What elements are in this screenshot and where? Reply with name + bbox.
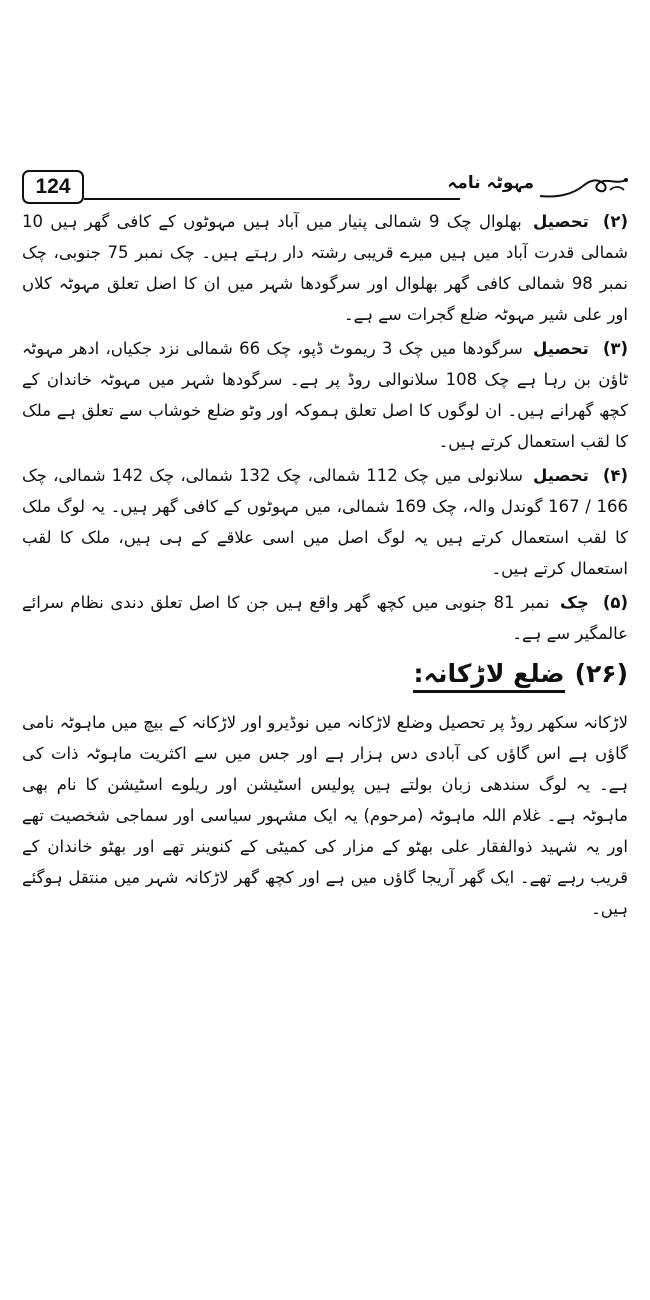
list-item — [22, 333, 628, 457]
section-number: (۲۶) — [574, 659, 628, 688]
section-heading — [22, 655, 628, 693]
item-number: (۵) — [602, 593, 629, 612]
item-heading: تحصیل — [533, 339, 589, 358]
item-number: (۴) — [602, 466, 629, 485]
item-text: سرگودھا میں چک 3 ریموٹ ڈپو، چک 66 شمالی نزد جکیاں، ادھر مہوٹہ ٹاؤن بن رہا ہے چک 108 سلانوالی روڈ پر ہے۔ سرگودھا شہر میں مہوٹہ خاندان کے کچھ گھرانے ہیں۔ ان لوگوں کا اصل تعلق ہموکہ اور وٹو ضلع خوشاب سے تعلق ہے ملک کا لقب استعمال کرتے ہیں۔ — [22, 339, 628, 451]
item-text: نمبر 81 جنوبی میں کچھ گھر واقع ہیں جن کا اصل تعلق دندی نظام سرائے عالمگیر سے ہے۔ — [22, 593, 628, 643]
item-number: (۲) — [602, 212, 628, 231]
item-number: (۳) — [602, 339, 628, 358]
book-title: مہوٹہ نامہ — [447, 173, 534, 193]
list-item — [22, 206, 628, 330]
item-heading: تحصیل — [533, 466, 589, 485]
item-heading: تحصیل — [533, 212, 589, 231]
item-heading: چک — [560, 593, 589, 612]
list-item — [22, 460, 628, 584]
list-item — [22, 587, 628, 649]
page-body — [22, 206, 628, 927]
item-text: بھلوال چک 9 شمالی پنیار میں آباد ہیں مہوٹوں کے کافی گھر ہیں 10 شمالی قدرت آباد میں ہیں میرے قریبی رشتہ دار رہتے ہیں۔ چک نمبر 75 جنوبی، چک نمبر 98 شمالی کافی گھر بھلوال اور سرگودھا شہر میں ان کا اصل تعلق مہوٹہ کلاں اور علی شیر مہوٹہ ضلع گجرات سے ہے۔ — [22, 212, 628, 324]
section-title: ضلع لاڑکانہ: — [413, 659, 564, 693]
page-number-box — [22, 170, 84, 204]
page-header — [20, 170, 630, 204]
header-rule — [84, 198, 460, 200]
section-paragraph: لاڑکانہ سکھر روڈ پر تحصیل وضلع لاڑکانہ میں نوڈیرو اور لاڑکانہ کے بیچ میں ماہوٹہ نامی گاؤں ہے اس گاؤں کی آبادی دس ہزار ہے اور جس میں سے اکثریت ماہوٹہ ذات کی ہے۔ یہ لوگ سندھی زبان بولتے ہیں پولیس اسٹیشن اور ریلوے اسٹیشن کا نام بھی ماہوٹہ ہے۔ غلام اللہ ماہوٹہ (مرحوم) یہ ایک مشہور سیاسی اور سماجی شخصیت تھے اور یہ شہید ذوالفقار علی بھٹو کے مزار کی کمیٹی کے کنوینر تھے اور بھٹو خاندان کے قریب رہے تھے۔ ایک گھر آریجا گاؤں میں ہے اور کچھ گھر لاڑکانہ شہر میں منتقل ہوگئے ہیں۔ — [22, 713, 628, 918]
item-text: سلانولی میں چک 112 شمالی، چک 132 شمالی، چک 142 شمالی، چک 166 / 167 گوندل والہ، چک 169 شمالی، میں مہوٹوں کے کافی گھر ہیں۔ یہ لوگ ملک کا لقب استعمال کرتے ہیں یہ لوگ اصل میں اسی علاقے کے ہی ہیں، ملک کا لقب استعمال کرتے ہیں۔ — [22, 466, 628, 578]
header-ornament-icon — [538, 172, 630, 200]
page-number: 124 — [35, 175, 71, 198]
